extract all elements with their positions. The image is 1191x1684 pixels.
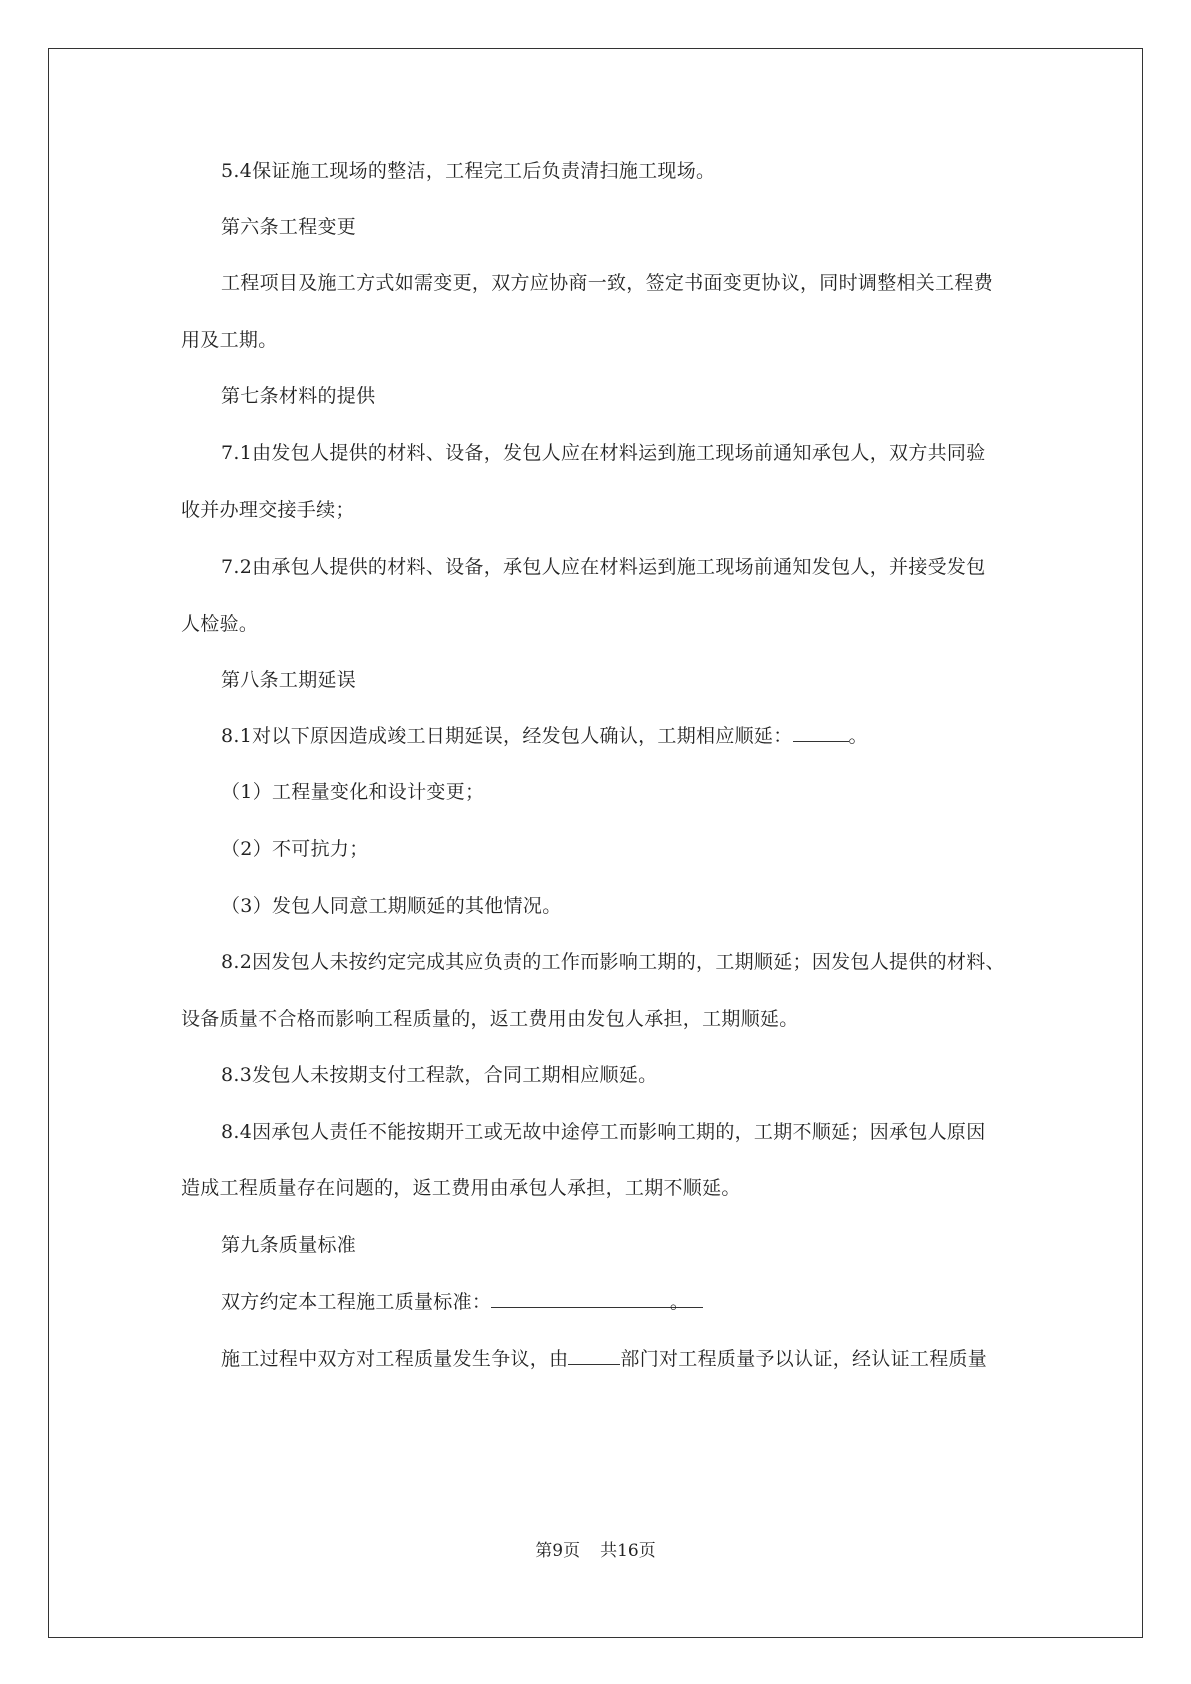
quality-dispute-text-2: 部门对工程质量予以认证，经认证工程质量 <box>620 1348 988 1370</box>
clause-8-2-line-1: 8.2因发包人未按约定完成其应负责的工作而影响工期的，工期顺延；因发包人提供的材料、 <box>221 951 1005 973</box>
article-8-heading: 第八条工期延误 <box>221 669 357 691</box>
clause-8-4-line-2: 造成工程质量存在问题的，返工费用由承包人承担，工期不顺延。 <box>181 1177 741 1199</box>
page-total: 共16页 <box>600 1541 656 1561</box>
article-6-text-line-1: 工程项目及施工方式如需变更，双方应协商一致，签定书面变更协议，同时调整相关工程费 <box>221 272 994 294</box>
clause-8-1-text: 8.1对以下原因造成竣工日期延误，经发包人确认，工期相应顺延： <box>221 725 793 747</box>
clause-7-1-line-1: 7.1由发包人提供的材料、设备，发包人应在材料运到施工现场前通知承包人，双方共同验 <box>221 442 986 464</box>
blank-certifying-department <box>568 1346 620 1365</box>
quality-standard-text: 双方约定本工程施工质量标准： <box>221 1291 492 1313</box>
item-8-1-1: （1）工程量变化和设计变更； <box>221 781 485 803</box>
blank-quality-standard <box>491 1289 703 1313</box>
clause-8-3: 8.3发包人未按期支付工程款，合同工期相应顺延。 <box>221 1064 658 1086</box>
quality-dispute-text-1: 施工过程中双方对工程质量发生争议，由 <box>221 1348 569 1370</box>
article-6-heading: 第六条工程变更 <box>221 216 357 238</box>
article-6-text-line-2: 用及工期。 <box>181 329 278 351</box>
quality-dispute <box>221 1346 987 1372</box>
clause-7-2-line-2: 人检验。 <box>181 613 259 635</box>
item-8-1-3: （3）发包人同意工期顺延的其他情况。 <box>221 895 562 917</box>
clause-5-4: 5.4保证施工现场的整洁，工程完工后负责清扫施工现场。 <box>221 160 716 182</box>
item-8-1-2: （2）不可抗力； <box>221 838 369 860</box>
clause-8-2-line-2: 设备质量不合格而影响工程质量的，返工费用由发包人承担，工期顺延。 <box>181 1008 799 1030</box>
clause-7-1-line-2: 收并办理交接手续； <box>181 499 355 521</box>
clause-8-4-line-1: 8.4因承包人责任不能按期开工或无故中途停工而影响工期的，工期不顺延；因承包人原因 <box>221 1121 986 1143</box>
page-footer <box>0 1539 1191 1563</box>
clause-7-2-line-1: 7.2由承包人提供的材料、设备，承包人应在材料运到施工现场前通知发包人，并接受发包 <box>221 556 986 578</box>
clause-8-1-end: 。 <box>848 725 868 747</box>
blank-extension-days <box>793 723 849 742</box>
quality-standard <box>221 1289 703 1315</box>
quality-standard-end: 。 <box>669 1291 690 1313</box>
clause-8-1 <box>221 723 868 749</box>
article-9-heading: 第九条质量标准 <box>221 1234 357 1256</box>
page-number: 第9页 <box>535 1541 581 1561</box>
article-7-heading: 第七条材料的提供 <box>221 385 376 407</box>
